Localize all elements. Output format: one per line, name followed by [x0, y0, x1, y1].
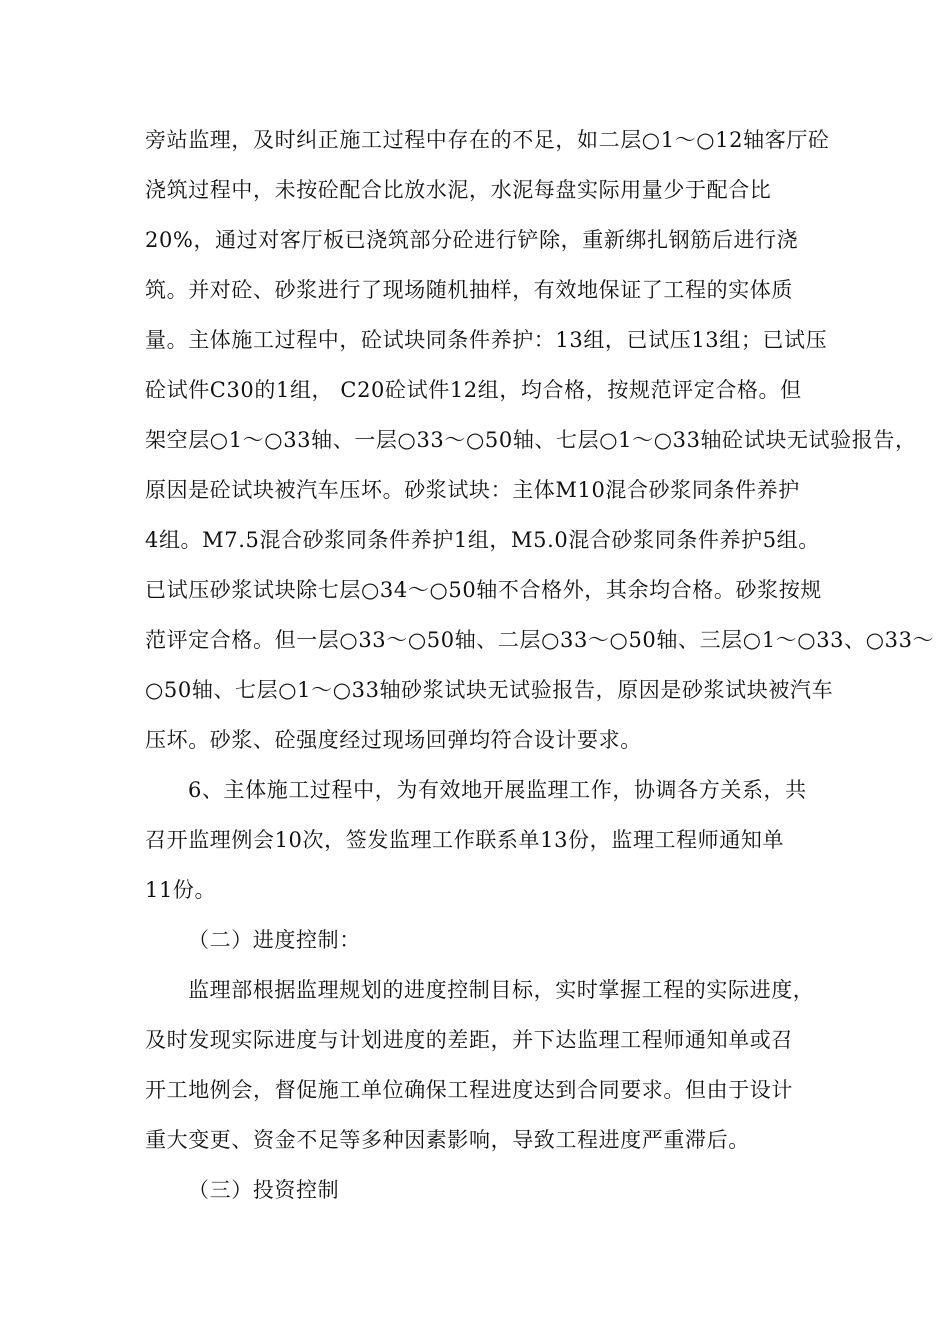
body-text-line: 4组。M7.5混合砂浆同条件养护1组，M5.0混合砂浆同条件养护5组。: [145, 528, 820, 552]
body-text-line: 范评定合格。但一层○33～○50轴、二层○33～○50轴、三层○1～○33、○33～: [145, 628, 935, 652]
body-text-line: 压坏。砂浆、砼强度经过现场回弹均符合设计要求。: [145, 728, 642, 752]
body-text-line: 砼试件C30的1组， C20砼试件12组，均合格，按规范评定合格。但: [145, 378, 802, 402]
section-heading: （二）进度控制：: [188, 928, 361, 952]
body-text-line: 筑。并对砼、砂浆进行了现场随机抽样，有效地保证了工程的实体质: [145, 278, 793, 302]
section-heading: （三）投资控制: [188, 1178, 340, 1202]
body-text-line: 已试压砂浆试块除七层○34～○50轴不合格外，其余均合格。砂浆按规: [145, 578, 822, 602]
body-text-line: 浇筑过程中，未按砼配合比放水泥，水泥每盘实际用量少于配合比: [145, 178, 772, 202]
body-text-line: 召开监理例会10次，签发监理工作联系单13份，监理工程师通知单: [145, 828, 785, 852]
body-text-line: 原因是砼试块被汽车压坏。砂浆试块：主体M10混合砂浆同条件养护: [145, 478, 800, 502]
paragraph-first-line: 监理部根据监理规划的进度控制目标，实时掌握工程的实际进度，: [188, 978, 815, 1002]
body-text-line: 量。主体施工过程中，砼试块同条件养护：13组，已试压13组；已试压: [145, 328, 828, 352]
body-text-line: 开工地例会，督促施工单位确保工程进度达到合同要求。但由于设计: [145, 1078, 793, 1102]
body-text-line: 及时发现实际进度与计划进度的差距，并下达监理工程师通知单或召: [145, 1028, 793, 1052]
body-text-line: 11份。: [145, 878, 217, 902]
paragraph-first-line: 6、主体施工过程中，为有效地开展监理工作，协调各方关系，共: [188, 778, 807, 802]
body-text-line: 旁站监理，及时纠正施工过程中存在的不足，如二层○1～○12轴客厅砼: [145, 128, 830, 152]
body-text-line: 重大变更、资金不足等多种因素影响，导致工程进度严重滞后。: [145, 1128, 750, 1152]
body-text-line: 20%，通过对客厅板已浇筑部分砼进行铲除，重新绑扎钢筋后进行浇: [145, 228, 799, 252]
body-text-line: 架空层○1～○33轴、一层○33～○50轴、七层○1～○33轴砼试块无试验报告，: [145, 428, 917, 452]
body-text-line: ○50轴、七层○1～○33轴砂浆试块无试验报告，原因是砂浆试块被汽车: [145, 678, 834, 702]
